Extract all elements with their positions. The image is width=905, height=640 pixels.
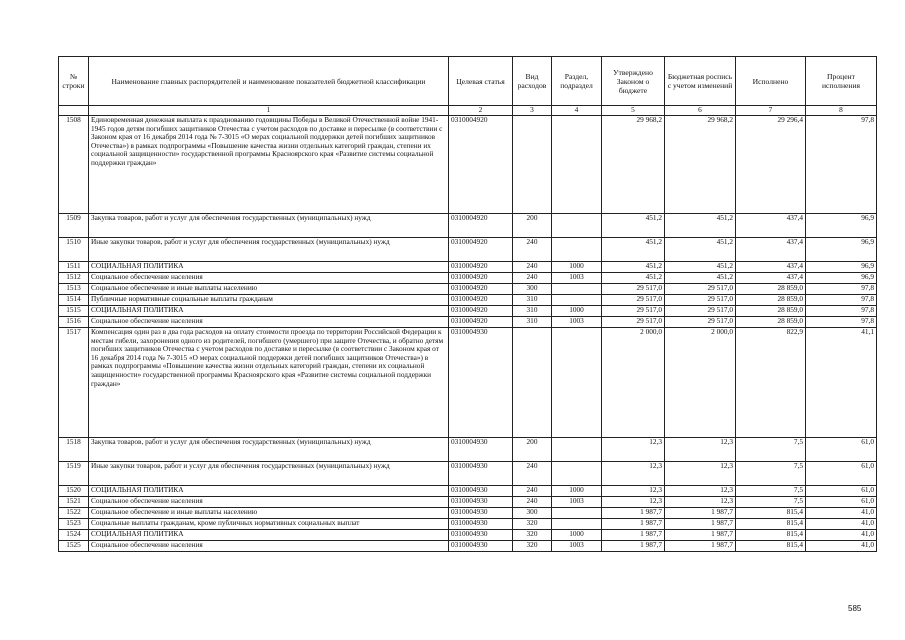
- section-cell: [552, 214, 602, 238]
- section-cell: 1003: [552, 497, 602, 508]
- section-cell: 1000: [552, 262, 602, 273]
- expense-type-cell: 240: [513, 262, 552, 273]
- percent-cell: 97,8: [806, 116, 877, 214]
- percent-cell: 61,0: [806, 462, 877, 486]
- target-article-cell: 0310004930: [449, 328, 513, 438]
- approved-cell: 1 987,7: [602, 541, 665, 552]
- section-cell: [552, 328, 602, 438]
- target-article-cell: 0310004920: [449, 284, 513, 295]
- percent-cell: 97,8: [806, 317, 877, 328]
- target-article-cell: 0310004930: [449, 519, 513, 530]
- executed-cell: 28 859,0: [736, 284, 806, 295]
- executed-cell: 7,5: [736, 486, 806, 497]
- target-article-cell: 0310004920: [449, 273, 513, 284]
- table-header-row: [59, 57, 877, 106]
- executed-cell: 7,5: [736, 462, 806, 486]
- approved-cell: 29 517,0: [602, 317, 665, 328]
- table-row: [59, 116, 877, 214]
- executed-cell: 822,9: [736, 328, 806, 438]
- section-cell: [552, 462, 602, 486]
- budget-painting-cell: 29 517,0: [665, 284, 736, 295]
- section-cell: [552, 116, 602, 214]
- executed-cell: 7,5: [736, 497, 806, 508]
- section-cell: 1000: [552, 486, 602, 497]
- percent-cell: 61,0: [806, 438, 877, 462]
- approved-cell: 29 517,0: [602, 306, 665, 317]
- percent-cell: 96,9: [806, 273, 877, 284]
- header-budget-painting: Бюджетная роспись с учетом изменений: [665, 57, 736, 106]
- row-name-cell: Публичные нормативные социальные выплаты гражданам: [89, 295, 449, 306]
- executed-cell: 815,4: [736, 530, 806, 541]
- expense-type-cell: 240: [513, 238, 552, 262]
- row-name-cell: Социальное обеспечение и иные выплаты населению: [89, 508, 449, 519]
- target-article-cell: 0310004920: [449, 238, 513, 262]
- table-row: [59, 295, 877, 306]
- expense-type-cell: 240: [513, 486, 552, 497]
- expense-type-cell: [513, 328, 552, 438]
- approved-cell: 12,3: [602, 438, 665, 462]
- section-cell: [552, 519, 602, 530]
- approved-cell: 29 517,0: [602, 284, 665, 295]
- budget-painting-cell: 12,3: [665, 438, 736, 462]
- executed-cell: 815,4: [736, 541, 806, 552]
- section-cell: 1003: [552, 273, 602, 284]
- row-name-cell: СОЦИАЛЬНАЯ ПОЛИТИКА: [89, 530, 449, 541]
- row-number-cell: 1518: [59, 438, 89, 462]
- table-body: [59, 116, 877, 552]
- table-row: [59, 541, 877, 552]
- table-row: [59, 262, 877, 273]
- target-article-cell: 0310004930: [449, 508, 513, 519]
- percent-cell: 96,9: [806, 214, 877, 238]
- header-approved: Утверждено Законом о бюджете: [602, 57, 665, 106]
- section-cell: [552, 508, 602, 519]
- row-name-cell: Социальные выплаты гражданам, кроме публичных нормативных социальных выплат: [89, 519, 449, 530]
- executed-cell: 28 859,0: [736, 317, 806, 328]
- executed-cell: 29 296,4: [736, 116, 806, 214]
- table-row: [59, 508, 877, 519]
- approved-cell: 451,2: [602, 238, 665, 262]
- budget-painting-cell: 29 968,2: [665, 116, 736, 214]
- table-row: [59, 438, 877, 462]
- target-article-cell: 0310004930: [449, 438, 513, 462]
- budget-painting-cell: 12,3: [665, 486, 736, 497]
- row-number-cell: 1508: [59, 116, 89, 214]
- budget-painting-cell: 1 987,7: [665, 508, 736, 519]
- table-row: [59, 214, 877, 238]
- row-number-cell: 1516: [59, 317, 89, 328]
- section-cell: [552, 438, 602, 462]
- target-article-cell: 0310004930: [449, 530, 513, 541]
- budget-painting-cell: 451,2: [665, 214, 736, 238]
- row-number-cell: 1514: [59, 295, 89, 306]
- approved-cell: 451,2: [602, 262, 665, 273]
- column-number: 4: [552, 106, 602, 116]
- budget-painting-cell: 451,2: [665, 238, 736, 262]
- budget-painting-cell: 1 987,7: [665, 530, 736, 541]
- header-target-article: Целевая статья: [449, 57, 513, 106]
- expense-type-cell: 310: [513, 317, 552, 328]
- percent-cell: 41,0: [806, 541, 877, 552]
- expense-type-cell: 240: [513, 273, 552, 284]
- target-article-cell: 0310004920: [449, 317, 513, 328]
- expense-type-cell: 200: [513, 438, 552, 462]
- row-name-cell: Компенсация один раз в два года расходов на оплату стоимости проезда по территории Российской Федерации к местам гибели, захоронения одного из родителей, погибшего (умершего) при защите Отечества, и обратно детям погибших защитников Отечества с учетом расходов по доставке и пересылке (в соответствии с Законом края от 16 декабря 2014 года № 7-3015 «О мерах социальной поддержки детей погибших защитников Отечества») в рамках подпрограммы «Повышение качества жизни отдельных категорий граждан, степени их социальной защищенности» государственной программы Красноярского края «Развитие системы социальной поддержки граждан»: [89, 328, 449, 438]
- approved-cell: 1 987,7: [602, 530, 665, 541]
- expense-type-cell: 300: [513, 508, 552, 519]
- executed-cell: 815,4: [736, 508, 806, 519]
- executed-cell: 28 859,0: [736, 306, 806, 317]
- header-percent: Процент исполнения: [806, 57, 877, 106]
- row-number-cell: 1519: [59, 462, 89, 486]
- expense-type-cell: 240: [513, 497, 552, 508]
- header-section: Раздел, подраздел: [552, 57, 602, 106]
- row-name-cell: Единовременная денежная выплата к празднованию годовщины Победы в Великой Отечественной войне 1941-1945 годов детям погибших защитников Отечества с учетом расходов по доставке и пересылке (в соответствии с Законом края от 16 декабря 2014 года № 7-3015 «О мерах социальной поддержки детей погибших защитников Отечества») в рамках подпрограммы «Повышение качества жизни отдельных категорий граждан, степени их социальной защищенности» государственной программы Красноярского края «Развитие системы социальной поддержки граждан»: [89, 116, 449, 214]
- column-number: 8: [806, 106, 877, 116]
- percent-cell: 96,9: [806, 238, 877, 262]
- target-article-cell: 0310004920: [449, 262, 513, 273]
- budget-painting-cell: 29 517,0: [665, 317, 736, 328]
- column-number: 3: [513, 106, 552, 116]
- percent-cell: 97,8: [806, 284, 877, 295]
- column-number: 2: [449, 106, 513, 116]
- table-row: [59, 519, 877, 530]
- row-name-cell: Иные закупки товаров, работ и услуг для обеспечения государственных (муниципальных) нужд: [89, 462, 449, 486]
- approved-cell: 451,2: [602, 273, 665, 284]
- approved-cell: 29 968,2: [602, 116, 665, 214]
- approved-cell: 12,3: [602, 486, 665, 497]
- section-cell: [552, 238, 602, 262]
- row-name-cell: Иные закупки товаров, работ и услуг для обеспечения государственных (муниципальных) нужд: [89, 238, 449, 262]
- row-name-cell: СОЦИАЛЬНАЯ ПОЛИТИКА: [89, 486, 449, 497]
- section-cell: 1003: [552, 541, 602, 552]
- budget-painting-cell: 2 000,0: [665, 328, 736, 438]
- target-article-cell: 0310004930: [449, 486, 513, 497]
- target-article-cell: 0310004920: [449, 295, 513, 306]
- executed-cell: 437,4: [736, 262, 806, 273]
- row-name-cell: СОЦИАЛЬНАЯ ПОЛИТИКА: [89, 306, 449, 317]
- table-row: [59, 306, 877, 317]
- percent-cell: 41,0: [806, 519, 877, 530]
- expense-type-cell: 200: [513, 214, 552, 238]
- section-cell: [552, 284, 602, 295]
- percent-cell: 97,8: [806, 295, 877, 306]
- table-row: [59, 497, 877, 508]
- section-cell: [552, 295, 602, 306]
- row-number-cell: 1523: [59, 519, 89, 530]
- column-number: 1: [89, 106, 449, 116]
- budget-painting-cell: 451,2: [665, 273, 736, 284]
- approved-cell: 29 517,0: [602, 295, 665, 306]
- header-name: Наименование главных распорядителей и наименование показателей бюджетной классификации: [89, 57, 449, 106]
- table-row: [59, 284, 877, 295]
- budget-painting-cell: 12,3: [665, 462, 736, 486]
- target-article-cell: 0310004920: [449, 306, 513, 317]
- row-name-cell: Социальное обеспечение населения: [89, 317, 449, 328]
- section-cell: 1000: [552, 530, 602, 541]
- section-cell: 1000: [552, 306, 602, 317]
- table-row: [59, 530, 877, 541]
- executed-cell: 7,5: [736, 438, 806, 462]
- approved-cell: 2 000,0: [602, 328, 665, 438]
- percent-cell: 41,0: [806, 530, 877, 541]
- header-executed: Исполнено: [736, 57, 806, 106]
- percent-cell: 61,0: [806, 497, 877, 508]
- percent-cell: 61,0: [806, 486, 877, 497]
- row-number-cell: 1513: [59, 284, 89, 295]
- expense-type-cell: 310: [513, 295, 552, 306]
- row-number-cell: 1524: [59, 530, 89, 541]
- expense-type-cell: 300: [513, 284, 552, 295]
- row-number-cell: 1525: [59, 541, 89, 552]
- budget-painting-cell: 1 987,7: [665, 541, 736, 552]
- header-row-number: № строки: [59, 57, 89, 106]
- executed-cell: 28 859,0: [736, 295, 806, 306]
- column-number: 5: [602, 106, 665, 116]
- budget-execution-table: [58, 56, 877, 552]
- budget-painting-cell: 1 987,7: [665, 519, 736, 530]
- expense-type-cell: 320: [513, 519, 552, 530]
- target-article-cell: 0310004920: [449, 116, 513, 214]
- expense-type-cell: 240: [513, 462, 552, 486]
- row-number-cell: 1517: [59, 328, 89, 438]
- row-name-cell: СОЦИАЛЬНАЯ ПОЛИТИКА: [89, 262, 449, 273]
- target-article-cell: 0310004930: [449, 497, 513, 508]
- target-article-cell: 0310004930: [449, 462, 513, 486]
- approved-cell: 1 987,7: [602, 519, 665, 530]
- executed-cell: 437,4: [736, 273, 806, 284]
- table-row: [59, 462, 877, 486]
- row-name-cell: Социальное обеспечение и иные выплаты населению: [89, 284, 449, 295]
- row-name-cell: Социальное обеспечение населения: [89, 541, 449, 552]
- row-number-cell: 1509: [59, 214, 89, 238]
- column-number: [59, 106, 89, 116]
- target-article-cell: 0310004920: [449, 214, 513, 238]
- row-number-cell: 1521: [59, 497, 89, 508]
- page-number: 585: [848, 604, 862, 613]
- percent-cell: 96,9: [806, 262, 877, 273]
- column-number-row: [59, 106, 877, 116]
- table-row: [59, 317, 877, 328]
- table-row: [59, 486, 877, 497]
- approved-cell: 451,2: [602, 214, 665, 238]
- row-number-cell: 1512: [59, 273, 89, 284]
- budget-painting-cell: 29 517,0: [665, 295, 736, 306]
- percent-cell: 97,8: [806, 306, 877, 317]
- row-name-cell: Закупка товаров, работ и услуг для обеспечения государственных (муниципальных) нужд: [89, 438, 449, 462]
- table-row: [59, 328, 877, 438]
- section-cell: 1003: [552, 317, 602, 328]
- budget-painting-cell: 29 517,0: [665, 306, 736, 317]
- row-number-cell: 1511: [59, 262, 89, 273]
- table-row: [59, 273, 877, 284]
- budget-painting-cell: 12,3: [665, 497, 736, 508]
- row-number-cell: 1520: [59, 486, 89, 497]
- expense-type-cell: 320: [513, 530, 552, 541]
- row-number-cell: 1510: [59, 238, 89, 262]
- table-row: [59, 238, 877, 262]
- percent-cell: 41,0: [806, 508, 877, 519]
- approved-cell: 12,3: [602, 462, 665, 486]
- target-article-cell: 0310004930: [449, 541, 513, 552]
- approved-cell: 1 987,7: [602, 508, 665, 519]
- column-number: 7: [736, 106, 806, 116]
- executed-cell: 815,4: [736, 519, 806, 530]
- approved-cell: 12,3: [602, 497, 665, 508]
- row-name-cell: Закупка товаров, работ и услуг для обеспечения государственных (муниципальных) нужд: [89, 214, 449, 238]
- expense-type-cell: [513, 116, 552, 214]
- executed-cell: 437,4: [736, 214, 806, 238]
- row-number-cell: 1515: [59, 306, 89, 317]
- header-expense-type: Вид расходов: [513, 57, 552, 106]
- column-number: 6: [665, 106, 736, 116]
- row-name-cell: Социальное обеспечение населения: [89, 273, 449, 284]
- row-name-cell: Социальное обеспечение населения: [89, 497, 449, 508]
- expense-type-cell: 320: [513, 541, 552, 552]
- executed-cell: 437,4: [736, 238, 806, 262]
- budget-painting-cell: 451,2: [665, 262, 736, 273]
- row-number-cell: 1522: [59, 508, 89, 519]
- percent-cell: 41,1: [806, 328, 877, 438]
- expense-type-cell: 310: [513, 306, 552, 317]
